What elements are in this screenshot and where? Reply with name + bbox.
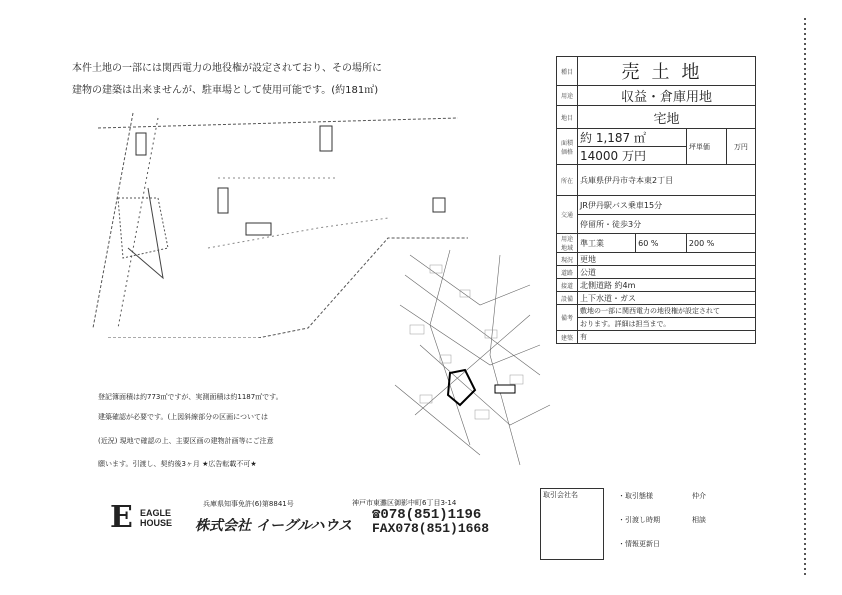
area-note-line-1: 登記簿面積は約773㎡ですが、実測面積は約1187㎡です。	[98, 393, 283, 401]
remark-2: おります。詳細は担当まで。	[578, 318, 756, 331]
property-use: 収益・倉庫用地	[578, 86, 756, 106]
area-note-line-2: 建築確認が必要です。(上図斜線部分の区画については	[98, 413, 269, 421]
area-note-line-4: 願います。引渡し、契約後3ヶ月 ★広告転載不可★	[98, 460, 257, 468]
handover-label: ・引渡し時期	[618, 516, 660, 524]
address: 兵庫県伊丹市寺本東2丁目	[578, 165, 756, 196]
company-fax: FAX078(851)1668	[372, 521, 490, 536]
location-map	[390, 245, 555, 470]
zone-label: 用途地域	[557, 234, 578, 253]
area-note-line-3: (近況) 現地で確認の上、主要区画の建物計画等にご注意	[98, 437, 274, 445]
broker-stamp-box	[540, 488, 604, 560]
price: 14000 万円	[578, 147, 687, 165]
handover-value: 相談	[692, 516, 706, 524]
unit-price-value: 万円	[726, 129, 755, 165]
logo-text: EAGLE HOUSE	[140, 508, 173, 528]
transaction-type-value: 仲介	[692, 492, 706, 500]
road: 公道	[578, 266, 756, 279]
unit-price-label: 坪単価	[686, 129, 726, 165]
company-tel: ☎078(851)1196	[372, 507, 482, 523]
road-access: 北側道路 約4m	[578, 279, 756, 292]
remark-3: 有	[578, 331, 756, 344]
notice-line-2: 建物の建築は出来ませんが、駐車場として使用可能です。(約181㎡)	[72, 85, 379, 96]
property-title: 売土地	[578, 57, 756, 86]
remark-1: 敷地の一部に関西電力の地役権が設定されて	[578, 305, 756, 318]
current-status: 更地	[578, 253, 756, 266]
coverage: 60 %	[636, 234, 687, 253]
transport-2: 停留所・徒歩3分	[578, 215, 756, 234]
notice-line-1: 本件土地の一部には関西電力の地役権が設定されており、その場所に	[72, 63, 382, 74]
transaction-type-label: ・取引態様	[618, 492, 653, 500]
eagle-house-logo-icon: E	[110, 500, 133, 535]
page-edge-divider	[804, 18, 806, 578]
license-number: 兵庫県知事免許(6)第8841号	[203, 500, 294, 508]
land-area: 約 1,187 ㎡	[578, 129, 687, 147]
property-spec-table: 種目 売土地 用途 収益・倉庫用地 地目 宅地 面積価格 約 1,187 ㎡ 坪単価 万円 14000 万円 所在 兵庫県伊丹市寺本東2丁目 交通 JR伊丹駅バス乗車15分 停留所・徒歩3分 用途地域 準工業 60 % 200 % 現況 更地 道路 公道 接道 北側道路 約4m 設備 上下水道・ガス 備考 敷地の一部に関西電力の地役権が設定されて おります。詳細は担当まで。 建築 有	[556, 56, 756, 344]
broker-box-title: 取引会社名	[543, 491, 578, 499]
update-date-label: ・情報更新日	[618, 540, 660, 548]
transport-1: JR伊丹駅バス乗車15分	[578, 196, 756, 215]
company-address: 神戸市東灘区御影中町6丁目3-14	[352, 499, 457, 507]
zone: 準工業	[578, 234, 636, 253]
land-category: 宅地	[578, 106, 756, 129]
floor-ratio: 200 %	[686, 234, 755, 253]
utilities: 上下水道・ガス	[578, 292, 756, 305]
company-name: 株式会社 イーグルハウス	[195, 518, 353, 534]
